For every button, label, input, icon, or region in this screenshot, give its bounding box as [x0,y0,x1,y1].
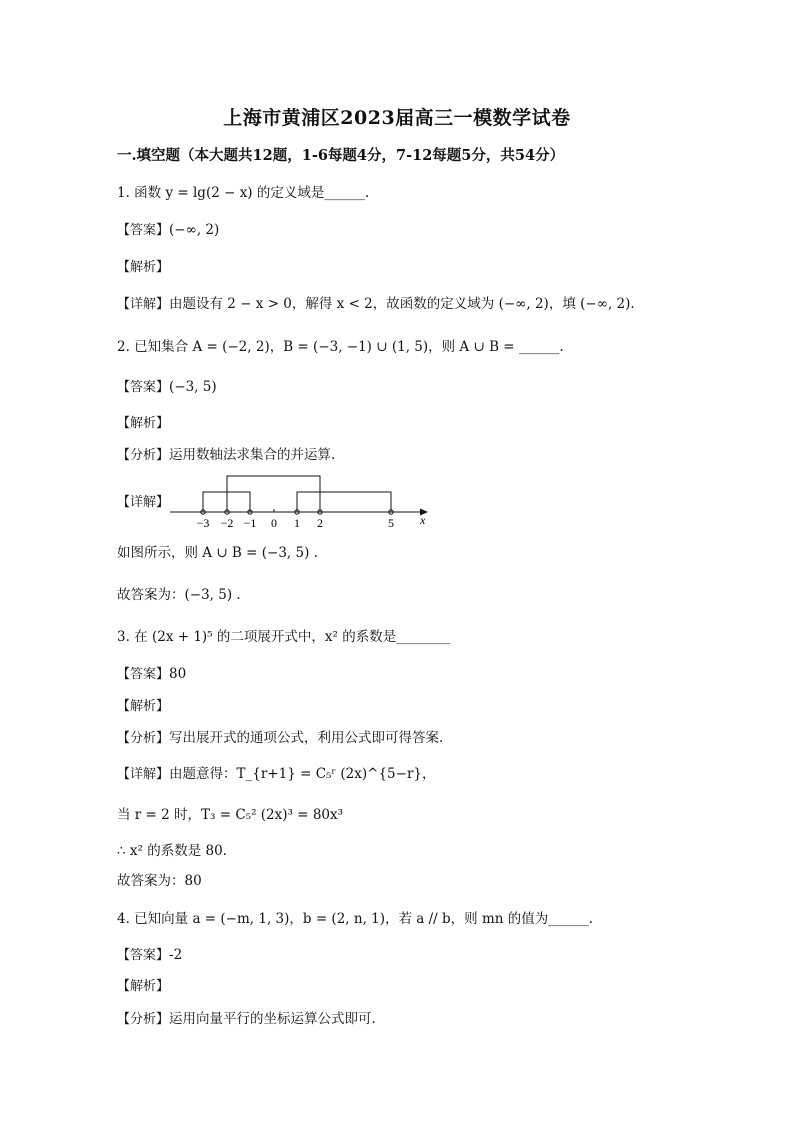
q4-answer-line [117,946,182,965]
answer-tag: 【答案】 [117,667,170,682]
q3-detail: 由题意得：T_{r+1} = C₅ʳ (2x)^{5−r}， [169,766,436,782]
q1-detail: 由题设有 2 − x > 0，解得 x < 2，故函数的定义域为 (−∞, 2)，填 (−∞, 2). [169,296,635,312]
tick-label: −2 [220,516,234,530]
q3-detail-line [117,765,436,784]
q3-step: 当 r = 2 时，T₃ = C₅² (2x)³ = 80x³ [117,807,344,823]
q3-analysis-tag [117,697,169,716]
q2-question: 2. 已知集合 A = (−2, 2)，B = (−3, −1) ∪ (1, 5)，则 A ∪ B = ______. [117,339,564,355]
q3-answer-line [117,665,186,684]
q2-answer-line [117,378,217,397]
tick-label: −1 [243,516,257,530]
q3-therefore: ∴ x² 的系数是 80. [117,843,227,859]
answer-tag: 【答案】 [117,948,170,963]
answer-tag: 【答案】 [117,380,170,395]
detail-tag: 【详解】 [117,297,170,312]
detail-tag: 【详解】 [117,767,170,782]
tick-label: 5 [388,516,394,530]
analysis-tag: 【解析】 [117,416,170,431]
q4-answer: -2 [169,947,183,963]
q2-conclusion: 故答案为：(−3, 5) . [117,587,241,603]
analysis-tag: 【解析】 [117,260,170,275]
interval-bracket-a [227,476,320,512]
tick-label: −3 [196,516,210,530]
q1-analysis-tag [117,258,169,277]
q2-insight: 运用数轴法求集合的并运算. [169,447,336,463]
tick-label: 1 [294,516,300,530]
insight-tag: 【分析】 [117,448,170,463]
tick-label: 2 [317,516,323,530]
q2-detail-tag [117,493,169,512]
q3-question: 3. 在 (2x + 1)⁵ 的二项展开式中，x² 的系数是________ [117,629,451,645]
q1-detail-line [117,295,635,314]
interval-bracket-b2 [297,492,391,512]
q3-insight: 写出展开式的通项公式，利用公式即可得答案. [169,730,444,746]
q2-analysis-tag [117,414,169,433]
insight-tag: 【分析】 [117,731,170,746]
q1-question: 1. 函数 y = lg(2 − x) 的定义域是______. [117,185,370,201]
insight-tag: 【分析】 [117,1012,170,1027]
q4-insight: 运用向量平行的坐标运算公式即可. [169,1011,376,1027]
number-line-figure [170,472,440,534]
q2-answer: (−3, 5) [169,379,217,395]
detail-tag: 【详解】 [117,495,170,510]
answer-tag: 【答案】 [117,223,170,238]
q2-figure-caption: 如图所示，则 A ∪ B = (−3, 5) . [117,545,318,561]
q1-answer: (−∞, 2) [169,222,220,238]
q1-answer-line [117,221,219,240]
q4-insight-line [117,1010,376,1029]
q4-question: 4. 已知向量 a = (−m, 1, 3)，b = (2, n, 1)，若 a // b，则 mn 的值为______. [117,911,594,927]
q3-conclusion: 故答案为：80 [117,873,202,889]
section-heading: 一.填空题（本大题共12题，1-6每题4分，7-12每题5分，共54分） [117,147,565,164]
q3-answer: 80 [169,666,187,682]
q3-insight-line [117,729,443,748]
axis-label: x [420,513,426,527]
q2-insight-line [117,446,335,465]
analysis-tag: 【解析】 [117,979,170,994]
q4-analysis-tag [117,977,169,996]
tick-label: 0 [271,516,277,530]
analysis-tag: 【解析】 [117,699,170,714]
document-title: 上海市黄浦区2023届高三一模数学试卷 [223,107,571,129]
